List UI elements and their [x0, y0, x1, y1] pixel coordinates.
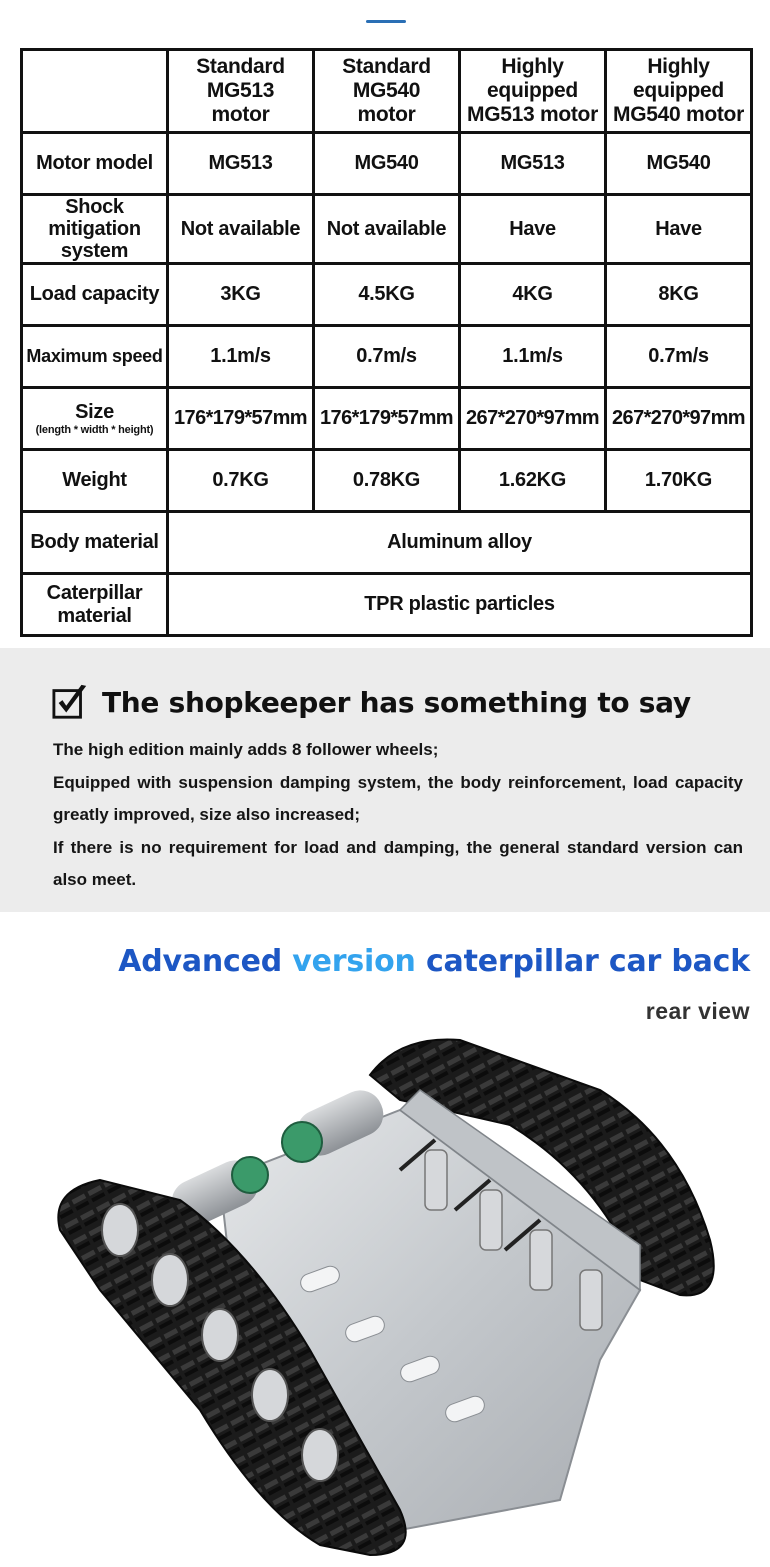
- row-label: Load capacity: [22, 264, 168, 326]
- header-highly-mg540: Highly equipped MG540 motor: [606, 50, 752, 133]
- table-row-maximum-speed: [22, 326, 752, 388]
- table-cell: Not available: [314, 195, 460, 264]
- table-cell: 0.7m/s: [314, 326, 460, 388]
- header-standard-mg540: Standard MG540 motor: [314, 50, 460, 133]
- shopkeeper-line: The high edition mainly adds 8 follower wheels;: [53, 740, 439, 759]
- shopkeeper-text: [53, 734, 743, 897]
- table-cell: 267*270*97mm: [606, 388, 752, 450]
- table-cell: 1.62KG: [460, 450, 606, 512]
- checkbox-check-icon: [52, 683, 90, 721]
- table-row-load-capacity: [22, 264, 752, 326]
- table-row-weight: [22, 450, 752, 512]
- table-cell: 0.78KG: [314, 450, 460, 512]
- row-label: Body material: [22, 512, 168, 574]
- table-cell: MG540: [314, 133, 460, 195]
- table-cell: 4KG: [460, 264, 606, 326]
- caterpillar-car-image: [40, 1030, 730, 1560]
- table-cell: 0.7m/s: [606, 326, 752, 388]
- table-cell: 1.70KG: [606, 450, 752, 512]
- table-cell: 8KG: [606, 264, 752, 326]
- rear-view-label: rear view: [645, 998, 750, 1024]
- row-label: Size (length * width * height): [22, 388, 168, 450]
- table-cell: Have: [606, 195, 752, 264]
- table-cell: MG513: [168, 133, 314, 195]
- table-row-size: [22, 388, 752, 450]
- table-cell: 4.5KG: [314, 264, 460, 326]
- table-cell: 1.1m/s: [168, 326, 314, 388]
- table-cell: 176*179*57mm: [168, 388, 314, 450]
- advanced-version-title: Advanced version caterpillar car back: [118, 944, 750, 979]
- table-cell: Have: [460, 195, 606, 264]
- header-highly-mg513: Highly equipped MG513 motor: [460, 50, 606, 133]
- row-label: Motor model: [22, 133, 168, 195]
- table-cell: MG540: [606, 133, 752, 195]
- top-accent-line: [366, 20, 406, 23]
- table-header-row: [22, 50, 752, 133]
- row-label: Shock mitigation system: [22, 195, 168, 264]
- table-span-cell: TPR plastic particles: [168, 574, 752, 636]
- header-empty-cell: [22, 50, 168, 133]
- shopkeeper-section: [0, 648, 770, 912]
- table-row-body-material: [22, 512, 752, 574]
- table-cell: 3KG: [168, 264, 314, 326]
- table-row-shock-mitigation: [22, 195, 752, 264]
- table-row-motor-model: [22, 133, 752, 195]
- table-cell: MG513: [460, 133, 606, 195]
- table-span-cell: Aluminum alloy: [168, 512, 752, 574]
- table-cell: 1.1m/s: [460, 326, 606, 388]
- shopkeeper-line: If there is no requirement for load and damping, the general standard version can also meet.: [53, 837, 743, 889]
- row-label: Maximum speed: [22, 326, 168, 388]
- table-cell: 267*270*97mm: [460, 388, 606, 450]
- size-note: (length * width * height): [35, 423, 154, 436]
- table-cell: 0.7KG: [168, 450, 314, 512]
- row-label: Weight: [22, 450, 168, 512]
- table-cell: 176*179*57mm: [314, 388, 460, 450]
- shopkeeper-line: Equipped with suspension damping system, the body reinforcement, load capacity greatly improved, size also increased;: [53, 772, 743, 824]
- row-label: Caterpillar material: [22, 574, 168, 636]
- shopkeeper-heading: The shopkeeper has something to say: [102, 685, 691, 719]
- table-row-caterpillar-material: [22, 574, 752, 636]
- table-cell: Not available: [168, 195, 314, 264]
- spec-table: [20, 48, 753, 637]
- shopkeeper-title: [52, 682, 691, 722]
- header-standard-mg513: Standard MG513 motor: [168, 50, 314, 133]
